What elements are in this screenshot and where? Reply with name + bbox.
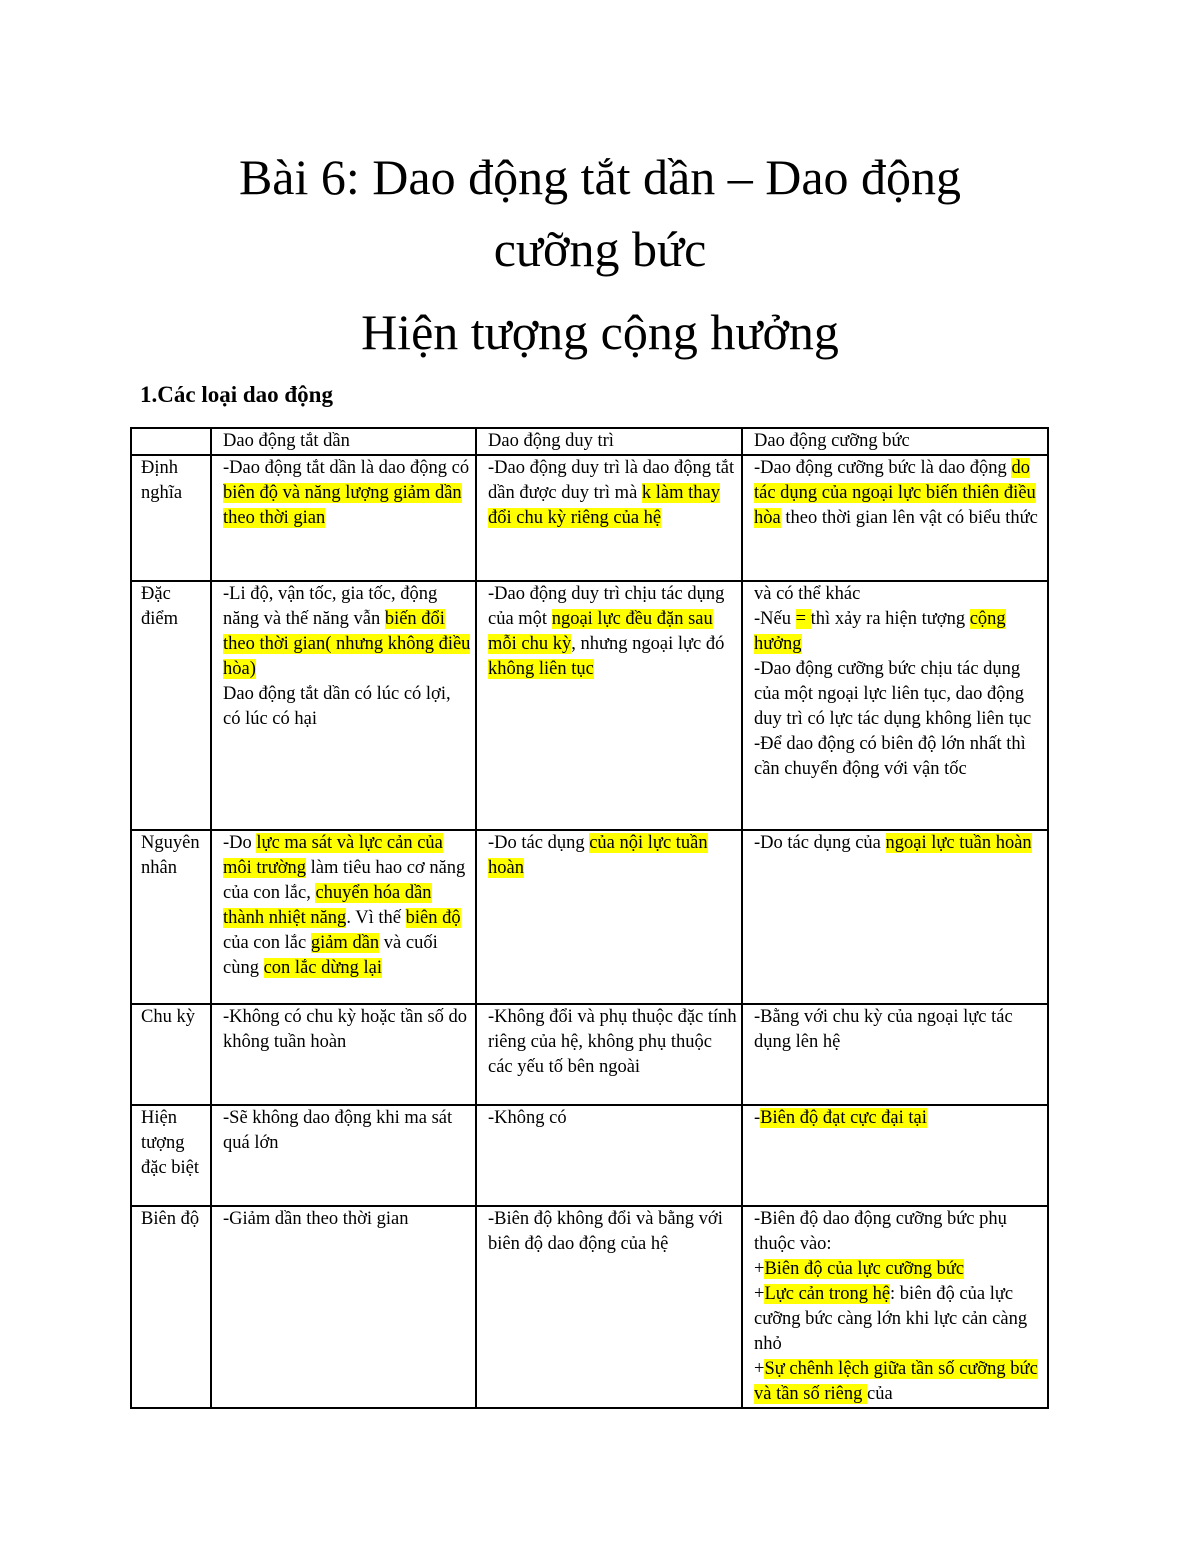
table-cell — [742, 1206, 1048, 1408]
highlighted-text: cộng hưởng — [754, 609, 1006, 654]
title-line-3: Hiện tượng cộng hưởng — [361, 304, 839, 360]
table-cell — [476, 455, 742, 581]
cell-text: làm tiêu hao cơ năng của con lắc, — [223, 858, 466, 903]
cell-text: -Biên độ không đổi và bằng với biên độ dao động của hệ — [488, 1209, 723, 1254]
section-heading: 1.Các loại dao động — [140, 382, 333, 407]
cell-text: -Dao động duy trì chịu tác dụng của một — [488, 584, 725, 629]
table-row — [131, 581, 1048, 830]
highlighted-text: của nội lực tuần hoàn — [488, 833, 708, 878]
cell-text: -Nếu — [754, 609, 796, 629]
highlighted-text: ngoại lực tuần hoàn — [885, 833, 1032, 853]
cell-text: -Biên độ dao động cưỡng bức phụ thuộc vào: — [754, 1209, 1007, 1254]
cell-text: -Dao động duy trì là dao động tắt dần được duy trì mà — [488, 458, 735, 503]
row-label: Định nghĩa — [131, 455, 211, 581]
cell-text: -Không đổi và phụ thuộc đặc tính riêng của hệ, không phụ thuộc các yếu tố bên ngoài — [488, 1007, 737, 1077]
highlighted-text: = — [795, 609, 811, 629]
cell-text: của — [867, 1384, 893, 1404]
cell-text: -Li độ, vận tốc, gia tốc, động năng và thế năng vẫn — [223, 584, 438, 629]
table-header-row — [131, 428, 1048, 455]
highlighted-text: Lực cản trong hệ — [764, 1284, 891, 1304]
cell-text: -Không có chu kỳ hoặc tần số do không tuần hoàn — [223, 1007, 468, 1052]
highlighted-text: biến đổi theo thời gian( nhưng không điều hòa) — [223, 609, 471, 679]
table-row — [131, 1206, 1048, 1408]
table-cell — [742, 830, 1048, 1004]
header-cell-sustained: Dao động duy trì — [476, 428, 742, 455]
highlighted-text: giảm dần — [310, 933, 380, 953]
highlighted-text: ngoại lực đều đặn sau mỗi chu kỳ — [488, 609, 713, 654]
cell-text: + — [754, 1359, 765, 1379]
header-cell-empty — [131, 428, 211, 455]
highlighted-text: con lắc dừng lại — [263, 958, 383, 978]
cell-text: + — [754, 1284, 765, 1304]
row-label: Đặc điểm — [131, 581, 211, 830]
table-cell — [742, 1105, 1048, 1206]
highlighted-text: biên độ và năng lượng giảm dần theo thời gian — [223, 483, 462, 528]
table-cell — [742, 455, 1048, 581]
highlighted-text: do tác dụng của ngoại lực biến thiên điều hòa — [754, 458, 1036, 528]
row-label: Biên độ — [131, 1206, 211, 1408]
table-row — [131, 455, 1048, 581]
highlighted-text: Biên độ đạt cực đại tại — [760, 1108, 927, 1128]
cell-text: , nhưng ngoại lực đó — [571, 634, 725, 654]
cell-text: của con lắc — [223, 933, 311, 953]
table-cell — [476, 1206, 742, 1408]
highlighted-text: chuyển hóa dần thành nhiệt năng — [223, 883, 432, 928]
cell-text: : biên độ của lực cưỡng bức càng lớn khi lực cản càng nhỏ — [754, 1284, 1028, 1354]
cell-text: -Dao động cưỡng bức là dao động — [754, 458, 1012, 478]
table-cell — [211, 1105, 476, 1206]
cell-text: -Giảm dần theo thời gian — [223, 1209, 409, 1229]
table-cell — [476, 581, 742, 830]
cell-text: -Dao động cưỡng bức chịu tác dụng của một ngoại lực liên tục, dao động duy trì có lực tác dụng không liên tục — [754, 659, 1032, 729]
cell-text: -Do tác dụng — [488, 833, 590, 853]
highlighted-text: lực ma sát và lực cản của môi trường — [223, 833, 443, 878]
table-cell — [476, 830, 742, 1004]
cell-text: Dao động tắt dần có lúc có lợi, có lúc có hại — [223, 684, 451, 729]
cell-text: . Vì thế — [346, 908, 406, 928]
cell-text: - — [754, 1108, 761, 1128]
table-cell — [211, 455, 476, 581]
cell-text: và có thể khác — [754, 584, 861, 604]
cell-text: -Bằng với chu kỳ của ngoại lực tác dụng lên hệ — [754, 1007, 1013, 1052]
table-cell — [211, 1206, 476, 1408]
header-cell-forced: Dao động cưỡng bức — [742, 428, 1048, 455]
cell-text: -Không có — [488, 1108, 567, 1128]
row-label: Nguyên nhân — [131, 830, 211, 1004]
table-cell — [476, 1004, 742, 1105]
title-line-1: Bài 6: Dao động tắt dần – Dao động — [238, 149, 962, 205]
cell-text: + — [754, 1259, 765, 1279]
cell-text: theo thời gian lên vật có biểu thức — [780, 508, 1038, 528]
table-cell — [211, 1004, 476, 1105]
highlighted-text: k làm thay đổi chu kỳ riêng của hệ — [488, 483, 720, 528]
cell-text: -Do tác dụng của — [754, 833, 886, 853]
cell-text: -Dao động tắt dần là dao động có — [223, 458, 470, 478]
comparison-table — [130, 427, 1049, 1409]
table-row — [131, 1004, 1048, 1105]
table-cell — [742, 581, 1048, 830]
cell-text: -Để dao động có biên độ lớn nhất thì cần chuyển động với vận tốc — [754, 734, 1026, 779]
cell-text: thì xảy ra hiện tượng — [810, 609, 970, 629]
table-cell — [211, 581, 476, 830]
table-cell — [476, 1105, 742, 1206]
row-label: Hiện tượng đặc biệt — [131, 1105, 211, 1206]
highlighted-text: Biên độ của lực cưỡng bức — [764, 1259, 965, 1279]
table-cell — [211, 830, 476, 1004]
title-line-2: cưỡng bức — [493, 221, 707, 277]
cell-text: -Sẽ không dao động khi ma sát quá lớn — [223, 1108, 453, 1153]
row-label: Chu kỳ — [131, 1004, 211, 1105]
cell-text: -Do — [223, 833, 257, 853]
table-row — [131, 830, 1048, 1004]
header-cell-damped: Dao động tắt dần — [211, 428, 476, 455]
highlighted-text: không liên tục — [488, 659, 594, 679]
table-row — [131, 1105, 1048, 1206]
cell-text: và cuối cùng — [223, 933, 438, 978]
highlighted-text: biên độ — [405, 908, 461, 928]
table-cell — [742, 1004, 1048, 1105]
highlighted-text: Sự chênh lệch giữa tần số cưỡng bức và tần số riêng — [754, 1359, 1038, 1404]
